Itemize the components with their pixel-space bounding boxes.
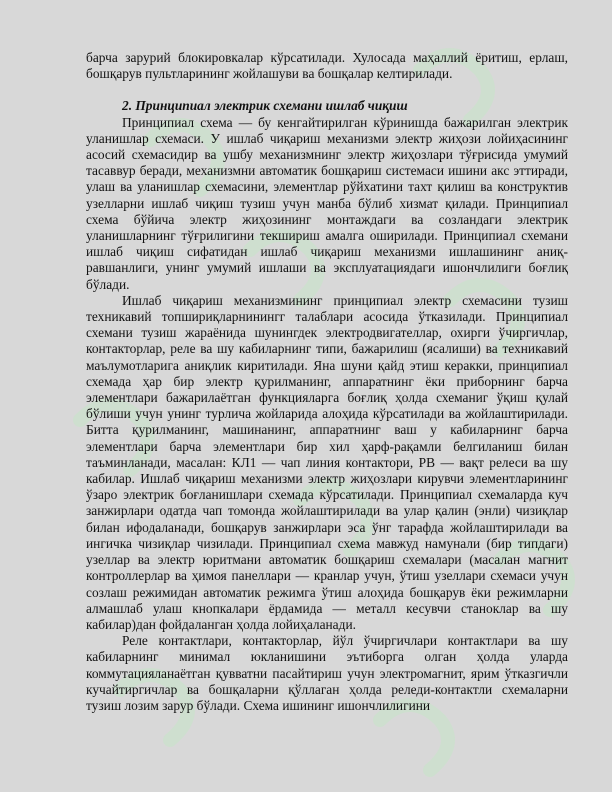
body-paragraph-2: Ишлаб чиқариш механизмининг принципиал электр схемасини тузиш техникавий топшириқларнинингг талаблари асосида ўтказилади. Принципиал схемани тузиш жараёнида шунингдек электродвигателлар, охирги ўчиргичлар, контакторлар, реле ва шу кабиларнинг типи, бажарилиш (ясалиши) ва техникавий маълумотларига аниқлик киритилади. Яна шуни қайд этиш керакки, принципиал схемада ҳар бир электр қурилманинг, аппаратнинг ёки приборнинг барча элементлари бажарилаётган функцияларга боғлиқ ҳолда схеманиг ўқиш қулай бўлиши учун унинг турлича жойларида алоҳида кўрсатилади ва жойлаштирилади. Битта қурилманинг, машинанинг, аппаратнинг ваш у кабиларнинг барча элементлари барча элементлари бир хил ҳарф-рақамли белгиланиш билан таъминланади, масалан: КЛ1 — чап линия контактори, РВ — вақт релеси ва шу кабилар. Ишлаб чиқариш механизми электр жиҳозлари кирувчи элементларининг ўзаро электрик боғланишлари схемада кўрсатилади. Принципиал схемаларда куч занжирлари одатда чап томонда жойлаштирилади ва улар қалин (энли) чизиқлар билан ифодаланади, бошқарув занжирлари эса ўнг тарафда жойлаштирилади ва ингичка чизиқлар чизилади. Принципиал схема мавжуд намунали (бир типдаги) узеллар ва электр юритмани автоматик бошқариш схемалари (масалан магнит контроллерлар ва ҳимоя панеллари — кранлар учун, ўтиш узеллари схемаси учун созлаш режимидан автоматик режимга ўтиш алоҳида бошқарув ёки режимларни алмашлаб улаш кнопкалари ёрдамида — металл кесувчи станоклар ва шу кабилар)дан фойдаланган ҳолда лойиҳаланади. bbox=[86, 292, 568, 632]
document-body bbox=[86, 50, 568, 714]
body-paragraph-1: Принципиал схема — бу кенгайтирилган кўринишда бажарилган электрик уланишлар схемаси. У ишлаб чиқариш механизми электр жиҳози лойиҳасининг асосий схемасидир ва ушбу механизмнинг электр жиҳозлари тўғрисида умумий тасаввур беради, механизмни автоматик бошқариш системаси ишини акс эттиради, улаш ва уланишлар схемасини, элементлар рўйхатини тахт қилиш ва конструктив узелларни ишлаб чиқиш тузиш учун манба бўлиб хизмат қилади. Принципиал схема бўйича электр жиҳозининг монтаждаги ва созландаги электрик уланишларнинг тўғрилигини текшириш амалга оширилади. Принципиал схемани ишлаб чиқиш сифатидан ишлаб чиқариш механизми ишлашининг аниқ-равшанлиги, унинг умумий ишлаши ва эксплуатациядаги ишончлилиги боғлиқ бўлади. bbox=[86, 114, 568, 292]
intro-paragraph: барча зарурий блокировкалар кўрсатилади. Хулосада маҳаллий ёритиш, ерлаш, бошқарув пультларининг жойлашуви ва бошқалар келтирилади. bbox=[86, 50, 568, 82]
section-heading: 2. Принципиал электрик схемани ишлаб чиқиш bbox=[122, 98, 408, 114]
body-paragraph-3: Реле контактлари, контакторлар, йўл ўчиргичлари контактлари ва шу кабиларнинг минимал юкланишини эътиборга олган ҳолда уларда коммутацияланаётган қувватни пасайтириш учун электромагнит, ярим ўтказгичли кучайтиргичлар ва бошқаларни қўллаган ҳолда реледи-контактли схемаларни тузиш лозим зарур бўлади. Схема ишининг ишончлилигини bbox=[86, 633, 568, 713]
